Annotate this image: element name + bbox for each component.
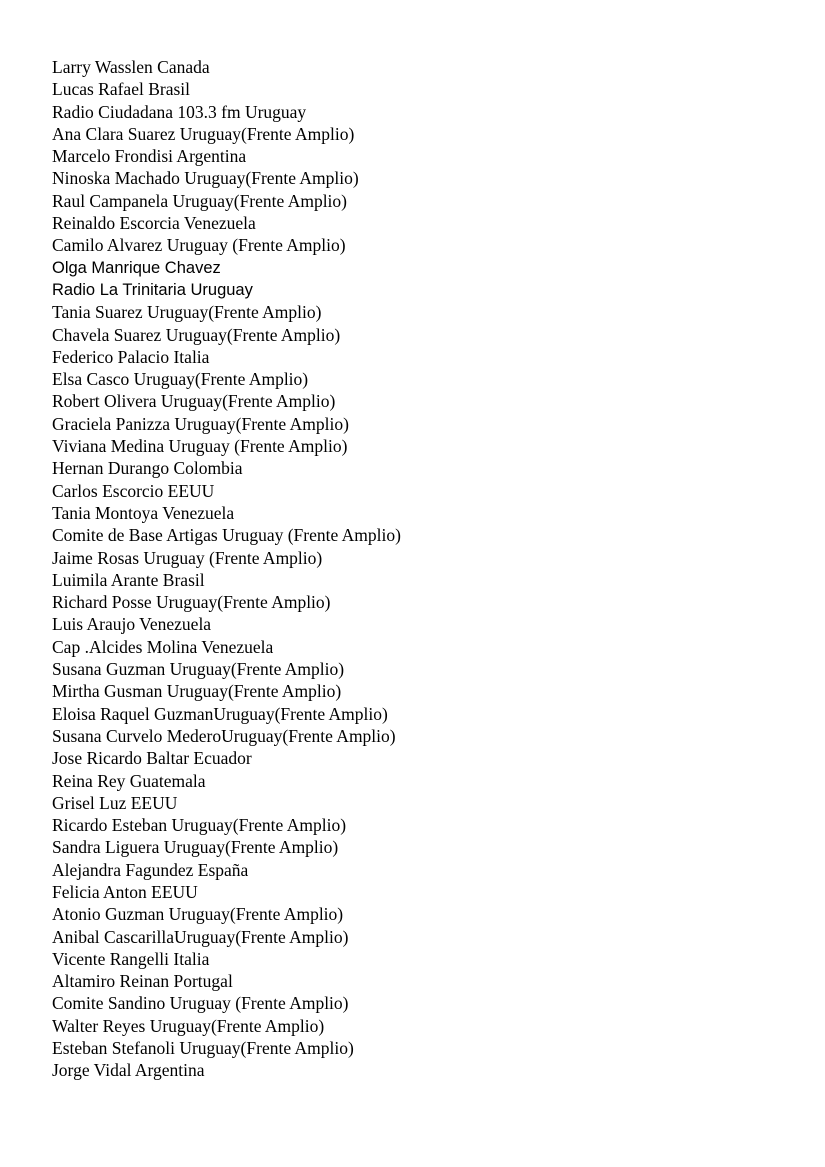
list-item: Olga Manrique Chavez xyxy=(52,258,221,277)
list-item: Elsa Casco Uruguay(Frente Amplio) xyxy=(52,369,309,390)
signatory-list xyxy=(52,56,401,1082)
list-item: Richard Posse Uruguay(Frente Amplio) xyxy=(52,592,331,613)
list-item: Robert Olivera Uruguay(Frente Amplio) xyxy=(52,391,336,412)
list-item: Ninoska Machado Uruguay(Frente Amplio) xyxy=(52,168,359,189)
list-item: Vicente Rangelli Italia xyxy=(52,948,210,969)
list-item: Alejandra Fagundez España xyxy=(52,859,249,880)
list-item: Altamiro Reinan Portugal xyxy=(52,971,233,992)
list-item: Carlos Escorcio EEUU xyxy=(52,480,215,501)
list-item: Tania Montoya Venezuela xyxy=(52,502,235,523)
list-item: Chavela Suarez Uruguay(Frente Amplio) xyxy=(52,324,341,345)
list-item: Susana Curvelo MederoUruguay(Frente Amplio) xyxy=(52,725,396,746)
list-item: Radio La Trinitaria Uruguay xyxy=(52,280,253,299)
list-item: Viviana Medina Uruguay (Frente Amplio) xyxy=(52,436,348,457)
list-item: Raul Campanela Uruguay(Frente Amplio) xyxy=(52,190,347,211)
list-item: Luis Araujo Venezuela xyxy=(52,614,212,635)
list-item: Graciela Panizza Uruguay(Frente Amplio) xyxy=(52,413,349,434)
list-item: Atonio Guzman Uruguay(Frente Amplio) xyxy=(52,904,344,925)
list-item: Anibal CascarillaUruguay(Frente Amplio) xyxy=(52,926,349,947)
list-item: Jose Ricardo Baltar Ecuador xyxy=(52,748,252,769)
list-item: Ricardo Esteban Uruguay(Frente Amplio) xyxy=(52,815,347,836)
list-item: Lucas Rafael Brasil xyxy=(52,79,191,100)
list-item: Larry Wasslen Canada xyxy=(52,57,210,77)
list-item: Reinaldo Escorcia Venezuela xyxy=(52,213,256,234)
list-item: Federico Palacio Italia xyxy=(52,346,210,367)
list-item: Tania Suarez Uruguay(Frente Amplio) xyxy=(52,302,322,323)
list-item: Grisel Luz EEUU xyxy=(52,792,178,813)
list-item: Eloisa Raquel GuzmanUruguay(Frente Amplio) xyxy=(52,703,388,724)
list-item: Hernan Durango Colombia xyxy=(52,458,243,479)
list-item: Jaime Rosas Uruguay (Frente Amplio) xyxy=(52,547,323,568)
list-item: Radio Ciudadana 103.3 fm Uruguay xyxy=(52,101,307,122)
list-item: Comite de Base Artigas Uruguay (Frente Amplio) xyxy=(52,525,401,546)
list-item: Luimila Arante Brasil xyxy=(52,569,205,590)
list-item: Esteban Stefanoli Uruguay(Frente Amplio) xyxy=(52,1038,354,1059)
list-item: Marcelo Frondisi Argentina xyxy=(52,146,247,167)
list-item: Cap .Alcides Molina Venezuela xyxy=(52,636,274,657)
list-item: Comite Sandino Uruguay (Frente Amplio) xyxy=(52,993,349,1014)
list-item: Felicia Anton EEUU xyxy=(52,881,198,902)
list-item: Sandra Liguera Uruguay(Frente Amplio) xyxy=(52,837,339,858)
list-item: Jorge Vidal Argentina xyxy=(52,1060,205,1081)
list-item: Mirtha Gusman Uruguay(Frente Amplio) xyxy=(52,681,342,702)
list-item: Walter Reyes Uruguay(Frente Amplio) xyxy=(52,1015,325,1036)
list-item: Ana Clara Suarez Uruguay(Frente Amplio) xyxy=(52,123,355,144)
list-item: Reina Rey Guatemala xyxy=(52,770,206,791)
list-item: Camilo Alvarez Uruguay (Frente Amplio) xyxy=(52,235,346,256)
list-item: Susana Guzman Uruguay(Frente Amplio) xyxy=(52,659,345,680)
